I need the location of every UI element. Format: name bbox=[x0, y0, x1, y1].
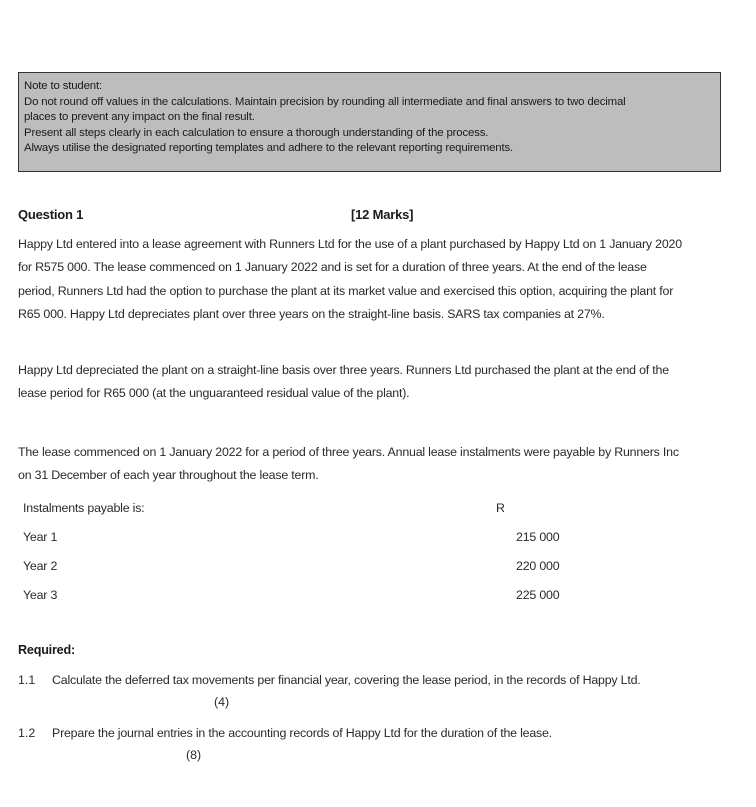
question-title: Question 1 bbox=[18, 207, 84, 222]
paragraph-line: on 31 December of each year throughout the lease term. bbox=[18, 468, 319, 483]
paragraph-line: lease period for R65 000 (at the unguaranteed residual value of the plant). bbox=[18, 386, 410, 401]
paragraph-lease-agreement bbox=[18, 233, 730, 326]
required-item-text: Prepare the journal entries in the accounting records of Happy Ltd for the duration of the lease. bbox=[52, 726, 552, 740]
instalment-amount-3: 225 000 bbox=[516, 588, 560, 602]
instalment-amount-2: 220 000 bbox=[516, 559, 560, 573]
instalment-year-2: Year 2 bbox=[23, 559, 58, 573]
question-marks: [12 Marks] bbox=[351, 207, 414, 222]
note-line: Present all steps clearly in each calculation to ensure a thorough understanding of the process. bbox=[24, 126, 489, 139]
paragraph-line: Happy Ltd depreciated the plant on a straight-line basis over three years. Runners Ltd purchased the plant at the end of the bbox=[18, 363, 669, 377]
required-item-marks: (4) bbox=[214, 695, 230, 709]
note-line: Always utilise the designated reporting templates and adhere to the relevant reporting requirements. bbox=[24, 142, 514, 155]
required-item-text: Calculate the deferred tax movements per financial year, covering the lease period, in the records of Happy Ltd. bbox=[52, 673, 641, 687]
required-item-number: 1.2 bbox=[18, 726, 36, 740]
note-line: places to prevent any impact on the final result. bbox=[24, 111, 255, 124]
instalment-year-1: Year 1 bbox=[23, 530, 58, 544]
instalments-currency-header: R bbox=[496, 501, 505, 515]
note-line: Do not round off values in the calculations. Maintain precision by rounding all intermediate and final answers to two decimal bbox=[24, 95, 626, 108]
note-line: Note to student: bbox=[24, 80, 103, 92]
note-to-student-box bbox=[18, 72, 721, 172]
instalments-heading: Instalments payable is: bbox=[23, 501, 145, 515]
required-title: Required: bbox=[18, 643, 75, 657]
paragraph-line: period, Runners Ltd had the option to purchase the plant at its market value and exercised this option, acquiring the plant for bbox=[18, 283, 674, 298]
paragraph-depreciation bbox=[18, 359, 730, 406]
instalment-year-3: Year 3 bbox=[23, 588, 58, 602]
paragraph-line: R65 000. Happy Ltd depreciates plant over three years on the straight-line basis. SARS tax companies at 27%. bbox=[18, 306, 605, 321]
paragraph-line: Happy Ltd entered into a lease agreement with Runners Ltd for the use of a plant purchased by Happy Ltd on 1 January 2020 bbox=[18, 237, 682, 251]
instalment-amount-1: 215 000 bbox=[516, 530, 560, 544]
required-item-number: 1.1 bbox=[18, 673, 36, 687]
paragraph-line: The lease commenced on 1 January 2022 for a period of three years. Annual lease instalments were payable by Runners Inc bbox=[18, 445, 679, 459]
required-item-marks: (8) bbox=[186, 748, 202, 762]
paragraph-line: for R575 000. The lease commenced on 1 January 2022 and is set for a duration of three years. At the end of the lease bbox=[18, 260, 647, 275]
paragraph-lease-terms bbox=[18, 441, 730, 488]
